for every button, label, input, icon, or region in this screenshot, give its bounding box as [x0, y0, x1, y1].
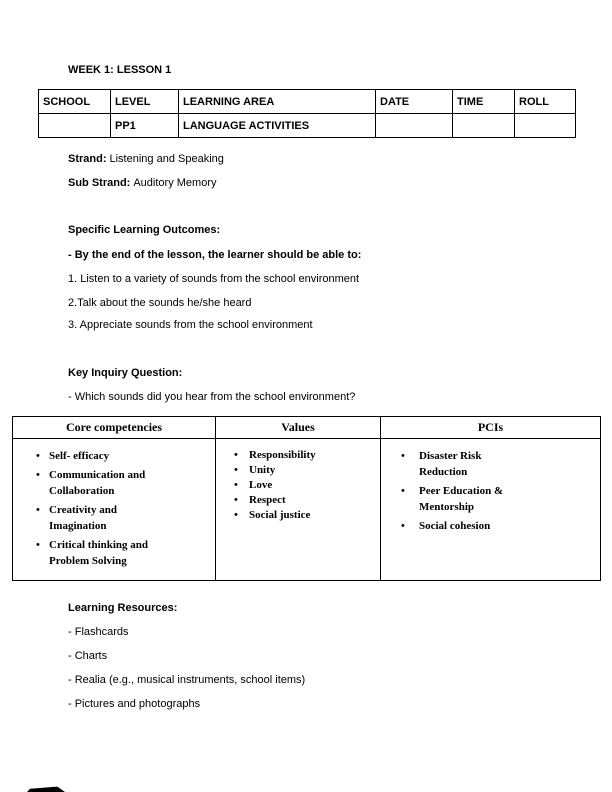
- outcome-item: 2.Talk about the sounds he/she heard: [68, 297, 252, 309]
- cell-date: [376, 114, 453, 138]
- bullet-list-item: • Self- efficacy: [49, 448, 175, 464]
- bullet-list-item: • Unity: [249, 463, 378, 478]
- resource-item: - Flashcards: [68, 626, 129, 638]
- sub-strand-value: Auditory Memory: [133, 177, 217, 189]
- outcomes-intro: - By the end of the lesson, the learner should be able to:: [68, 249, 362, 261]
- competency-table-header-row: [13, 417, 601, 439]
- header-level: LEVEL: [111, 90, 179, 114]
- competency-table-body-row: [13, 439, 601, 581]
- bullet-list-item: • Peer Education & Mentorship: [419, 483, 521, 515]
- resource-item: - Pictures and photographs: [68, 698, 201, 710]
- header-date: DATE: [376, 90, 453, 114]
- info-table-header-row: [39, 90, 576, 114]
- header-values: Values: [216, 417, 381, 439]
- bullet-list-item: • Disaster Risk Reduction: [419, 448, 521, 480]
- sub-strand-line: [68, 176, 612, 190]
- cell-learning-area: LANGUAGE ACTIVITIES: [179, 114, 376, 138]
- outcome-item: 1. Listen to a variety of sounds from the school environment: [68, 273, 360, 285]
- outcomes-heading: Specific Learning Outcomes:: [68, 224, 221, 236]
- pcis-list: [381, 448, 598, 534]
- header-core-competencies: Core competencies: [13, 417, 216, 439]
- pcis-cell: [381, 439, 601, 581]
- bullet-list-item: • Creativity and Imagination: [49, 502, 175, 534]
- strand-line: [68, 152, 612, 166]
- info-table-value-row: [39, 114, 576, 138]
- page-title: WEEK 1: LESSON 1: [68, 64, 172, 76]
- sub-strand-label: Sub Strand:: [68, 177, 131, 189]
- header-school: SCHOOL: [39, 90, 111, 114]
- core-competencies-cell: [13, 439, 216, 581]
- cell-level: PP1: [111, 114, 179, 138]
- competency-table: [12, 416, 601, 581]
- cell-time: [453, 114, 515, 138]
- strand-label: Strand:: [68, 153, 107, 165]
- bullet-list-item: • Respect: [249, 493, 378, 508]
- strand-value: Listening and Speaking: [109, 153, 224, 165]
- page-bottom-artifact: [27, 786, 65, 792]
- cell-school: [39, 114, 111, 138]
- bullet-list-item: • Communication and Collaboration: [49, 467, 175, 499]
- cell-roll: [515, 114, 576, 138]
- lesson-info-table: [38, 89, 576, 138]
- header-learning-area: LEARNING AREA: [179, 90, 376, 114]
- header-pcis: PCIs: [381, 417, 601, 439]
- outcome-item: 3. Appreciate sounds from the school environment: [68, 319, 313, 331]
- resources-heading: Learning Resources:: [68, 602, 178, 614]
- resource-item: - Charts: [68, 650, 108, 662]
- bullet-list-item: • Social justice: [249, 508, 378, 523]
- inquiry-question: - Which sounds did you hear from the school environment?: [68, 391, 356, 403]
- header-time: TIME: [453, 90, 515, 114]
- bullet-list-item: • Responsibility: [249, 448, 378, 463]
- inquiry-heading: Key Inquiry Question:: [68, 367, 183, 379]
- core-competencies-list: [13, 448, 213, 569]
- header-roll: ROLL: [515, 90, 576, 114]
- bullet-list-item: • Social cohesion: [419, 518, 521, 534]
- bullet-list-item: • Love: [249, 478, 378, 493]
- values-list: [216, 448, 378, 523]
- resource-item: - Realia (e.g., musical instruments, school items): [68, 674, 306, 686]
- values-cell: [216, 439, 381, 581]
- bullet-list-item: • Critical thinking and Problem Solving: [49, 537, 175, 569]
